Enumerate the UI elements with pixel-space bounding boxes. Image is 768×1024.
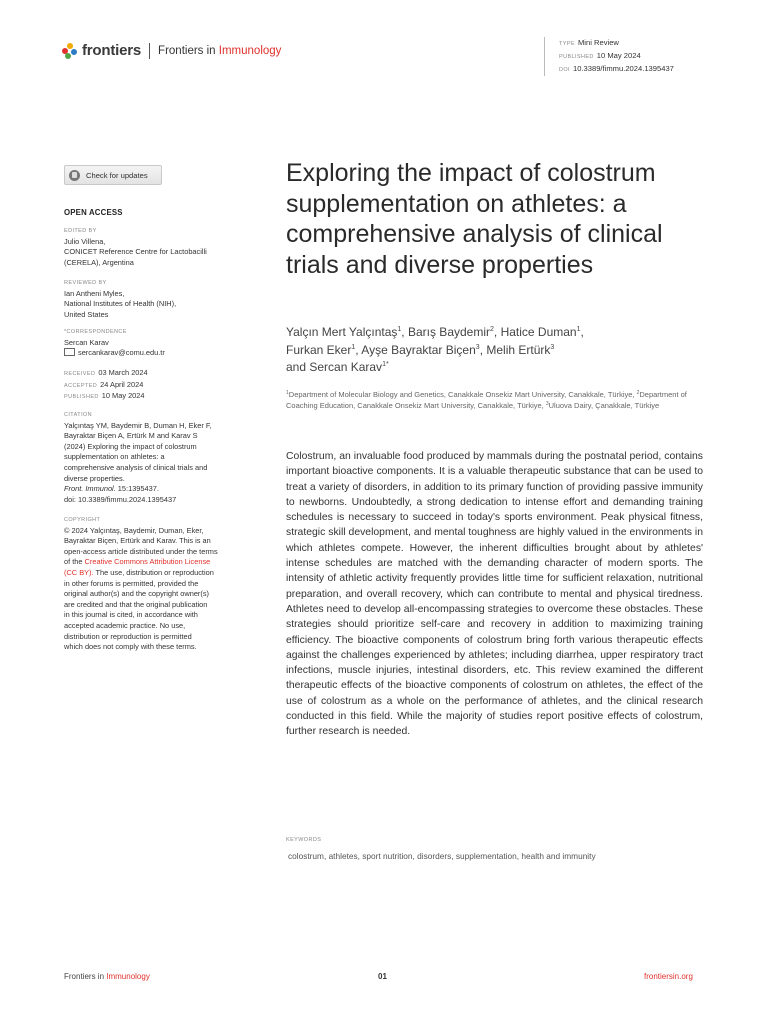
correspondence-email[interactable]: sercankarav@comu.edu.tr <box>64 348 254 359</box>
frontiers-logo[interactable] <box>62 42 281 59</box>
check-updates-icon <box>69 170 80 181</box>
citation-section: CITATION Yalçıntaş YM, Baydemir B, Duman H, Eker F, Bayraktar Biçen A, Ertürk M and Karav S (2024) Exploring the impact of colostrum supplementation on athletes: a comprehensive analysis of clinical trials and diverse properties. Front. Immunol. 15:1395437. doi: 10.3389/fimmu.2024.1395437 <box>64 410 254 505</box>
author[interactable]: Furkan Eker$^1$ <box>286 342 356 357</box>
article-published: PUBLISHED 10 May 2024 <box>559 51 641 60</box>
author[interactable]: Hatice Duman$^1$ <box>500 325 581 339</box>
check-updates-label: Check for updates <box>86 170 148 180</box>
author[interactable]: and Sercan Karav$^{1*}$ <box>286 360 389 374</box>
article-doi: DOI 10.3389/fimmu.2024.1395437 <box>559 64 674 73</box>
article-meta <box>544 37 674 76</box>
reviewed-by-section: REVIEWED BY Ian Antheni Myles, National Institutes of Health (NIH), United States <box>64 280 177 319</box>
correspondence-section: *CORRESPONDENCE Sercan Karav sercankarav@comu.edu.tr <box>64 327 254 359</box>
author[interactable]: Barış Baydemir$^2$ <box>407 325 494 339</box>
license-link[interactable]: Creative Commons Attribution License <box>84 557 211 567</box>
footer-journal[interactable]: Frontiers in Immunology <box>64 972 150 981</box>
footer-site-link[interactable]: frontiersin.org <box>644 972 693 981</box>
open-access-label: OPEN ACCESS <box>64 208 123 217</box>
edited-by-section: EDITED BY Julio Villena, CONICET Reference Centre for Lactobacilli (CERELA), Argentina <box>64 228 207 267</box>
check-for-updates-button[interactable] <box>64 165 162 185</box>
frontiers-logo-icon <box>62 43 78 59</box>
author[interactable]: Yalçın Mert Yalçıntaş$^1$ <box>286 325 402 339</box>
journal-name[interactable]: Frontiers in Immunology <box>158 44 282 57</box>
article-type: TYPE Mini Review <box>559 38 619 47</box>
abstract: Colostrum, an invaluable food produced by mammals during the postnatal period, contains important bioactive components. It is a valuable therapeutic substance that can be used to treat a variety of disorders, in addition to its primary function of providing passive immunity to newborns. Undoubtedly, a strong dedication to intense effort and demanding training schedules is necessary to succeed in today's sports environment. Peak physical fitness, strategic skill development, and mental toughness are highly valued in the environments in which athletes compete. However, the inherent difficulties brought about by athletes' intense schedules are matched with the demanding character of modern sports. The intensity of athletic activity frequently provides little time for sufficient relaxation, nutritional preparation, and overall recovery, which can contribute to mental and physical tiredness. Athletes need to develop all-encompassing strategies to overcome these obstacles. These strategies should prioritize self-care and recovery in addition to maximizing training efficiency. The bioactive components of colostrum bring forth various therapeutic effects against the challenges experienced by athletes; including diarrhea, upper respiratory tract infections, muscle injuries, intestinal disorders, etc. This review examined the different therapeutic effects of the bioactive components of colostrum on athletes, the effect of the use of colostrum as a whole on the performance of athletes, and the clinical research conducted in this field. While the majority of studies report positive effects of colostrum, further research is needed. <box>286 451 703 738</box>
author-list: Yalçın Mert Yalçıntaş$^1$, Barış Baydemir$^2$, Hatice Duman$^1$, Furkan Eker$^1$, Ayşe Bayraktar Biçen$^3$, Melih Ertürk$^3$ and Sercan Karav$^{1*}$ <box>286 325 584 374</box>
affiliations: $^1$Department of Molecular Biology and Genetics, Canakkale Onsekiz Mart University, Canakkale, Türkiye, $^2$Department of Coaching Education, Canakkale Onsekiz Mart University, Canakkale, Türkiye, $^3$Uluova Dairy, Çanakkale, Türkiye <box>286 390 687 410</box>
author[interactable]: Ayşe Bayraktar Biçen$^3$ <box>361 342 480 357</box>
copyright-section: COPYRIGHT © 2024 Yalçıntaş, Baydemir, Duman, Eker, Bayraktar Biçen, Ertürk and Karav. This is an open-access article distributed under the terms of the Creative Commons Attribution License (CC BY). The use, distribution or reproduction in other forums is permitted, provided the original author(s) and the copyright owner(s) are credited and that the original publication in this journal is cited, in accordance with accepted academic practice. No use, distribution or reproduction is permitted which does not comply with these terms. <box>64 517 218 652</box>
email-icon <box>64 348 75 356</box>
author[interactable]: Melih Ertürk$^3$ <box>486 342 555 357</box>
brand-name: frontiers <box>82 42 142 59</box>
citation-doi[interactable]: doi: 10.3389/fimmu.2024.1395437 <box>64 494 177 504</box>
logo-divider <box>149 43 150 59</box>
page-number: 01 <box>378 972 387 981</box>
keywords-label: KEYWORDS <box>286 837 322 843</box>
keywords: colostrum, athletes, sport nutrition, disorders, supplementation, health and immunity <box>288 851 596 861</box>
article-title: Exploring the impact of colostrum supplementation on athletes: a comprehensive analysis of clinical trials and diverse properties <box>286 159 663 279</box>
dates-section: RECEIVED 03 March 2024 ACCEPTED 24 April 2024 PUBLISHED 10 May 2024 <box>64 368 148 401</box>
license-link-cc[interactable]: (CC BY). <box>64 567 94 577</box>
